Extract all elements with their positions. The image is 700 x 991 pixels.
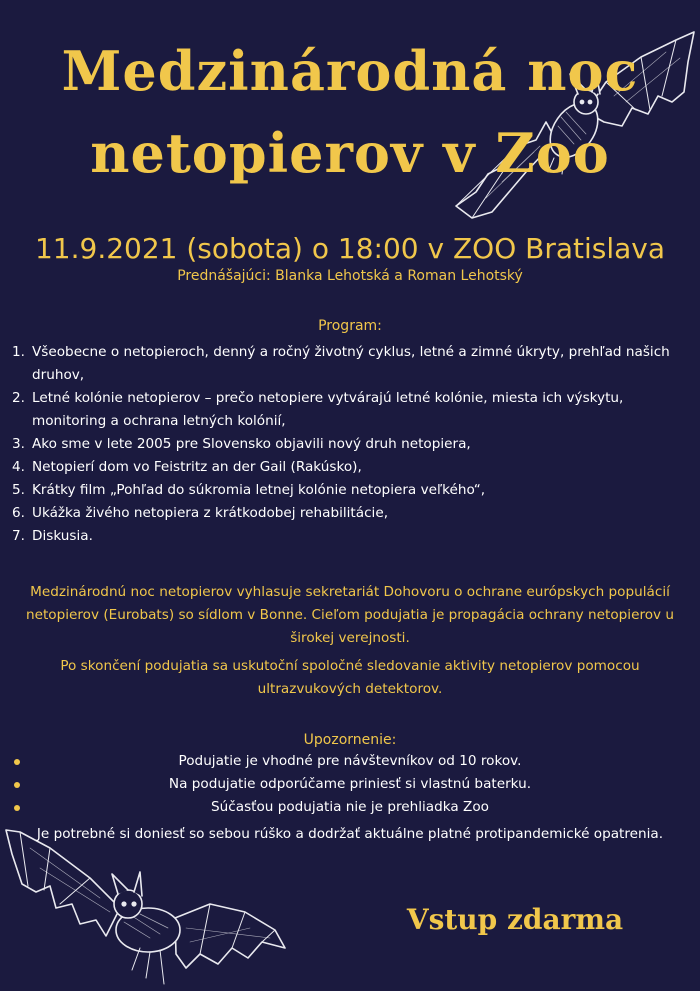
notice-list [0, 750, 700, 819]
bullet-icon [14, 805, 20, 811]
event-date: 11.9.2021 (sobota) o 18:00 v ZOO Bratislava [34, 232, 666, 265]
notice-item [0, 796, 700, 819]
bullet-icon [14, 782, 20, 788]
notice-item-text: Podujatie je vhodné pre návštevníkov od 10 rokov. [178, 753, 522, 769]
description-paragraph-2: Po skončení podujatia sa uskutoční spoločné sledovanie aktivity netopierov pomocou ultrazvukových detektorov. [60, 658, 640, 697]
program-item-text: Netopierí dom vo Feistritz an der Gail (Rakúsko), [32, 459, 362, 475]
program-item-number: 7. [12, 528, 25, 544]
program-item [12, 433, 700, 456]
program-item-text: Všeobecne o netopieroch, denný a ročný životný cyklus, letné a zimné úkryty, prehľad našich druhov, [32, 344, 670, 383]
title-line-1: Medzinárodná noc [61, 39, 639, 103]
free-entry-label: Vstup zdarma [406, 903, 624, 936]
program-item [12, 502, 700, 525]
notice-footer: Je potrebné si doniesť so sebou rúško a dodržať aktuálne platné protipandemické opatrenia. [36, 826, 664, 842]
program-heading: Program: [318, 318, 382, 334]
description-paragraph-1: Medzinárodnú noc netopierov vyhlasuje sekretariát Dohovoru o ochrane európskych populácií netopierov (Eurobats) so sídlom v Bonne. Cieľom podujatia je propagácia ochrany netopierov u širokej verejnosti. [25, 584, 675, 646]
program-item-text: Krátky film „Pohľad do súkromia letnej kolónie netopiera veľkého“, [32, 482, 486, 498]
program-list [12, 341, 700, 548]
program-item-number: 6. [12, 505, 25, 521]
program-item-number: 2. [12, 390, 25, 406]
program-item-number: 4. [12, 459, 25, 475]
title-line-2: netopierov v Zoo [90, 121, 610, 185]
program-item [12, 387, 700, 433]
program-item [12, 456, 700, 479]
notice-item [0, 773, 700, 796]
notice-heading: Upozornenie: [303, 732, 397, 748]
program-item-number: 1. [12, 344, 25, 360]
program-item-text: Ukážka živého netopiera z krátkodobej rehabilitácie, [32, 505, 389, 521]
program-item-text: Letné kolónie netopierov – prečo netopiere vytvárajú letné kolónie, miesta ich výskytu, monitoring a ochrana letných kolónií, [32, 390, 624, 429]
program-item-number: 3. [12, 436, 25, 452]
page-title [0, 30, 700, 194]
program-item [12, 341, 700, 387]
speakers: Prednášajúci: Blanka Lehotská a Roman Lehotský [177, 268, 523, 284]
notice-item [0, 750, 700, 773]
program-item-number: 5. [12, 482, 25, 498]
program-item-text: Diskusia. [32, 528, 93, 544]
notice-item-text: Na podujatie odporúčame priniesť si vlastnú baterku. [168, 776, 532, 792]
program-item-text: Ako sme v lete 2005 pre Slovensko objavili nový druh netopiera, [32, 436, 471, 452]
notice-item-text: Súčasťou podujatia nie je prehliadka Zoo [211, 799, 489, 815]
bullet-icon [14, 759, 20, 765]
program-item [12, 525, 700, 548]
program-item [12, 479, 700, 502]
